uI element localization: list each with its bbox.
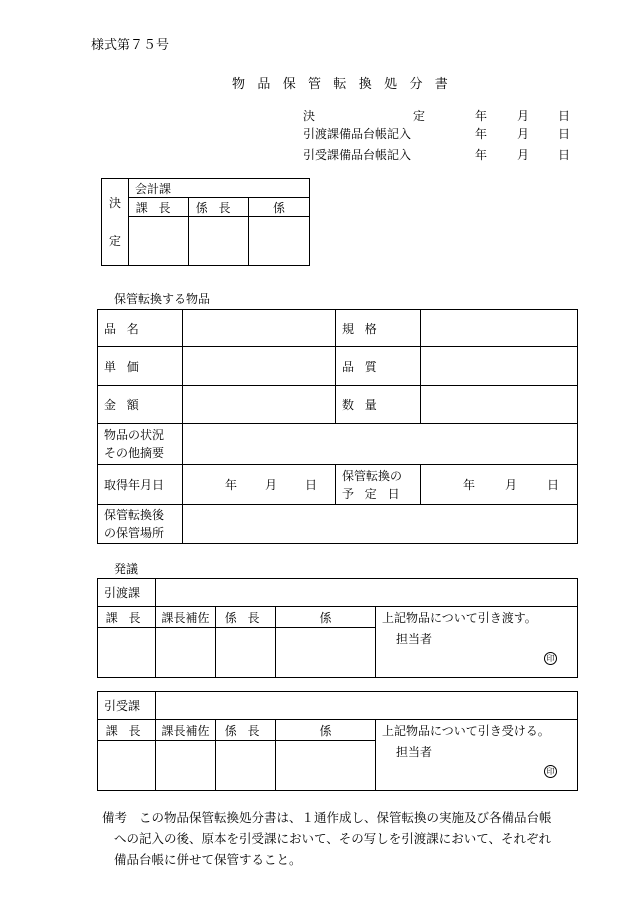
receiving-col-chief: 課長: [98, 720, 156, 741]
receiving-col-deputy: 課長補佐: [156, 720, 216, 741]
handover-ledger-day: 日: [558, 127, 571, 141]
quality-field[interactable]: [421, 347, 578, 386]
handover-col-deputy: 課長補佐: [156, 607, 216, 628]
handover-ledger-date-row: [303, 125, 573, 143]
receiving-ledger-date-row: [303, 146, 573, 164]
decision-side-char-2: 定: [108, 234, 121, 248]
handover-stamp-chief[interactable]: [98, 628, 156, 678]
spec-field[interactable]: [421, 310, 578, 347]
decision-col-chief: 課長: [129, 198, 189, 217]
handover-dept-label: 引渡課: [98, 579, 156, 607]
quality-label: 品質: [336, 347, 421, 386]
item-name-field[interactable]: [183, 310, 336, 347]
goods-section-heading: 保管転換する物品: [114, 292, 211, 306]
handover-statement: 上記物品について引き渡す。: [382, 611, 537, 625]
receiving-ledger-label: 引受課備品台帳記入: [303, 148, 412, 162]
decision-label-part-2: 定: [413, 109, 426, 123]
receiving-seal-icon: 印: [544, 765, 557, 778]
handover-dept-field[interactable]: [156, 579, 578, 607]
receiving-stamp-subchief[interactable]: [216, 741, 276, 791]
receiving-statement: 上記物品について引き受ける。: [382, 724, 550, 738]
handover-stamp-subchief[interactable]: [216, 628, 276, 678]
receiving-col-subchief: 係長: [216, 720, 276, 741]
receiving-ledger-month: 月: [517, 148, 530, 162]
location-label-line-2: の保管場所: [104, 526, 165, 540]
scheduled-label-line-1: 保管転換の: [342, 468, 403, 483]
remarks-line-3: 備品台帳に併せて保管すること。: [114, 852, 302, 867]
scheduled-month: 月: [505, 478, 518, 492]
decision-date-row: [303, 107, 573, 125]
handover-seal-icon: 印: [544, 652, 557, 665]
decision-stamp-staff[interactable]: [249, 217, 310, 266]
amount-field[interactable]: [183, 386, 336, 424]
proposal-heading: 発議: [114, 562, 139, 576]
unit-price-label: 単価: [98, 347, 183, 386]
amount-label: 金額: [98, 386, 183, 424]
remarks-text-1: この物品保管転換処分書は、１通作成し、保管転換の実施及び各備品台帳: [139, 810, 552, 825]
receiving-statement-cell: [376, 720, 578, 791]
acquired-date-label: 取得年月日: [98, 465, 183, 505]
handover-col-staff: 係: [276, 607, 376, 628]
unit-price-field[interactable]: [183, 347, 336, 386]
quantity-field[interactable]: [421, 386, 578, 424]
receiving-ledger-year: 年: [475, 148, 488, 162]
acquired-year: 年: [225, 478, 238, 492]
page-title: 物品保管転換処分書: [232, 77, 461, 92]
receiving-person-label: 担当者: [396, 745, 433, 759]
decision-label-part-1: 決: [303, 109, 316, 123]
handover-ledger-label: 引渡課備品台帳記入: [303, 127, 412, 141]
location-field[interactable]: [183, 505, 578, 544]
receiving-stamp-chief[interactable]: [98, 741, 156, 791]
decision-year: 年: [475, 109, 488, 123]
remarks-line-2: への記入の後、原本を引受課において、その写しを引渡課において、それぞれ: [114, 831, 552, 846]
handover-col-chief: 課長: [98, 607, 156, 628]
scheduled-date-label: [336, 465, 421, 505]
decision-side-char-1: 決: [108, 196, 121, 210]
location-label-line-1: 保管転換後: [104, 508, 165, 522]
location-label: [98, 505, 183, 544]
decision-stamp-subchief[interactable]: [189, 217, 249, 266]
handover-stamp-staff[interactable]: [276, 628, 376, 678]
form-number: 様式第７５号: [91, 38, 170, 53]
acquired-day: 日: [305, 478, 318, 492]
scheduled-year: 年: [463, 478, 476, 492]
condition-field[interactable]: [183, 424, 578, 465]
decision-stamp-chief[interactable]: [129, 217, 189, 266]
decision-day: 日: [558, 109, 571, 123]
receiving-stamp-staff[interactable]: [276, 741, 376, 791]
handover-ledger-month: 月: [517, 127, 530, 141]
decision-approval-box: [101, 178, 310, 266]
decision-col-subchief: 係長: [189, 198, 249, 217]
receiving-stamp-deputy[interactable]: [156, 741, 216, 791]
decision-dept-cell: 会計課: [129, 179, 310, 198]
decision-col-staff: 係: [249, 198, 310, 217]
scheduled-label-line-2: 予定日: [342, 486, 411, 501]
item-name-label: 品名: [98, 310, 183, 347]
handover-stamp-deputy[interactable]: [156, 628, 216, 678]
condition-label: [98, 424, 183, 465]
goods-table: [97, 309, 578, 544]
spec-label: 規格: [336, 310, 421, 347]
acquired-date-field[interactable]: [183, 465, 336, 505]
decision-side-label: [102, 179, 129, 266]
scheduled-date-field[interactable]: [421, 465, 578, 505]
condition-label-line-2: その他摘要: [104, 446, 165, 460]
remarks-line-1: [102, 808, 552, 826]
receiving-ledger-day: 日: [558, 148, 571, 162]
receiving-box: [97, 691, 578, 791]
scheduled-day: 日: [547, 478, 560, 492]
handover-box: [97, 578, 578, 678]
remarks-label: 備考: [102, 810, 128, 825]
receiving-dept-field[interactable]: [156, 692, 578, 720]
quantity-label: 数量: [336, 386, 421, 424]
handover-col-subchief: 係長: [216, 607, 276, 628]
handover-person-label: 担当者: [396, 632, 433, 646]
receiving-dept-label: 引受課: [98, 692, 156, 720]
acquired-month: 月: [265, 478, 278, 492]
receiving-col-staff: 係: [276, 720, 376, 741]
decision-month: 月: [517, 109, 530, 123]
handover-statement-cell: [376, 607, 578, 678]
handover-ledger-year: 年: [475, 127, 488, 141]
condition-label-line-1: 物品の状況: [104, 428, 165, 442]
